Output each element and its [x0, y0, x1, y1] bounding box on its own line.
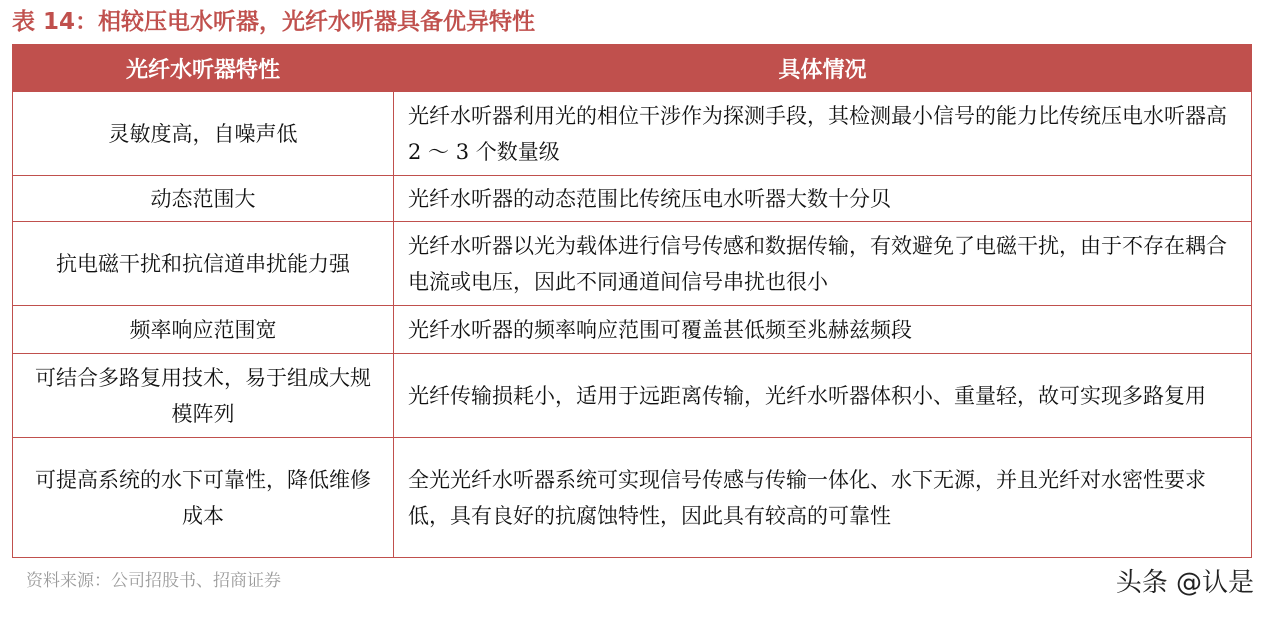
source-note: 资料来源：公司招股书、招商证券 — [26, 571, 281, 591]
feature-cell: 抗电磁干扰和抗信道串扰能力强 — [13, 222, 394, 306]
detail-cell: 光纤水听器的动态范围比传统压电水听器大数十分贝 — [394, 176, 1252, 222]
detail-cell: 光纤水听器的频率响应范围可覆盖甚低频至兆赫兹频段 — [394, 306, 1252, 354]
feature-cell: 可提高系统的水下可靠性，降低维修成本 — [13, 438, 394, 558]
detail-cell: 光纤水听器利用光的相位干涉作为探测手段，其检测最小信号的能力比传统压电水听器高 2 ～ 3 个数量级 — [394, 92, 1252, 176]
detail-cell: 光纤传输损耗小，适用于远距离传输，光纤水听器体积小、重量轻，故可实现多路复用 — [394, 354, 1252, 438]
header-feature: 光纤水听器特性 — [13, 45, 394, 92]
detail-cell: 全光光纤水听器系统可实现信号传感与传输一体化、水下无源，并且光纤对水密性要求低，具有良好的抗腐蚀特性，因此具有较高的可靠性 — [394, 438, 1252, 558]
table-row — [13, 222, 1252, 306]
table-header-row — [13, 45, 1252, 92]
table-caption: 表 14：相较压电水听器，光纤水听器具备优异特性 — [12, 9, 536, 35]
detail-cell: 光纤水听器以光为载体进行信号传感和数据传输，有效避免了电磁干扰，由于不存在耦合电流或电压，因此不同通道间信号串扰也很小 — [394, 222, 1252, 306]
table-row — [13, 92, 1252, 176]
table-row — [13, 306, 1252, 354]
header-detail: 具体情况 — [394, 45, 1252, 92]
feature-cell: 灵敏度高，自噪声低 — [13, 92, 394, 176]
table-row — [13, 176, 1252, 222]
watermark: 头条 @认是 — [1115, 568, 1254, 598]
features-table — [12, 44, 1252, 558]
feature-cell: 可结合多路复用技术，易于组成大规模阵列 — [13, 354, 394, 438]
table-row — [13, 438, 1252, 558]
table-row — [13, 354, 1252, 438]
feature-cell: 频率响应范围宽 — [13, 306, 394, 354]
feature-cell: 动态范围大 — [13, 176, 394, 222]
